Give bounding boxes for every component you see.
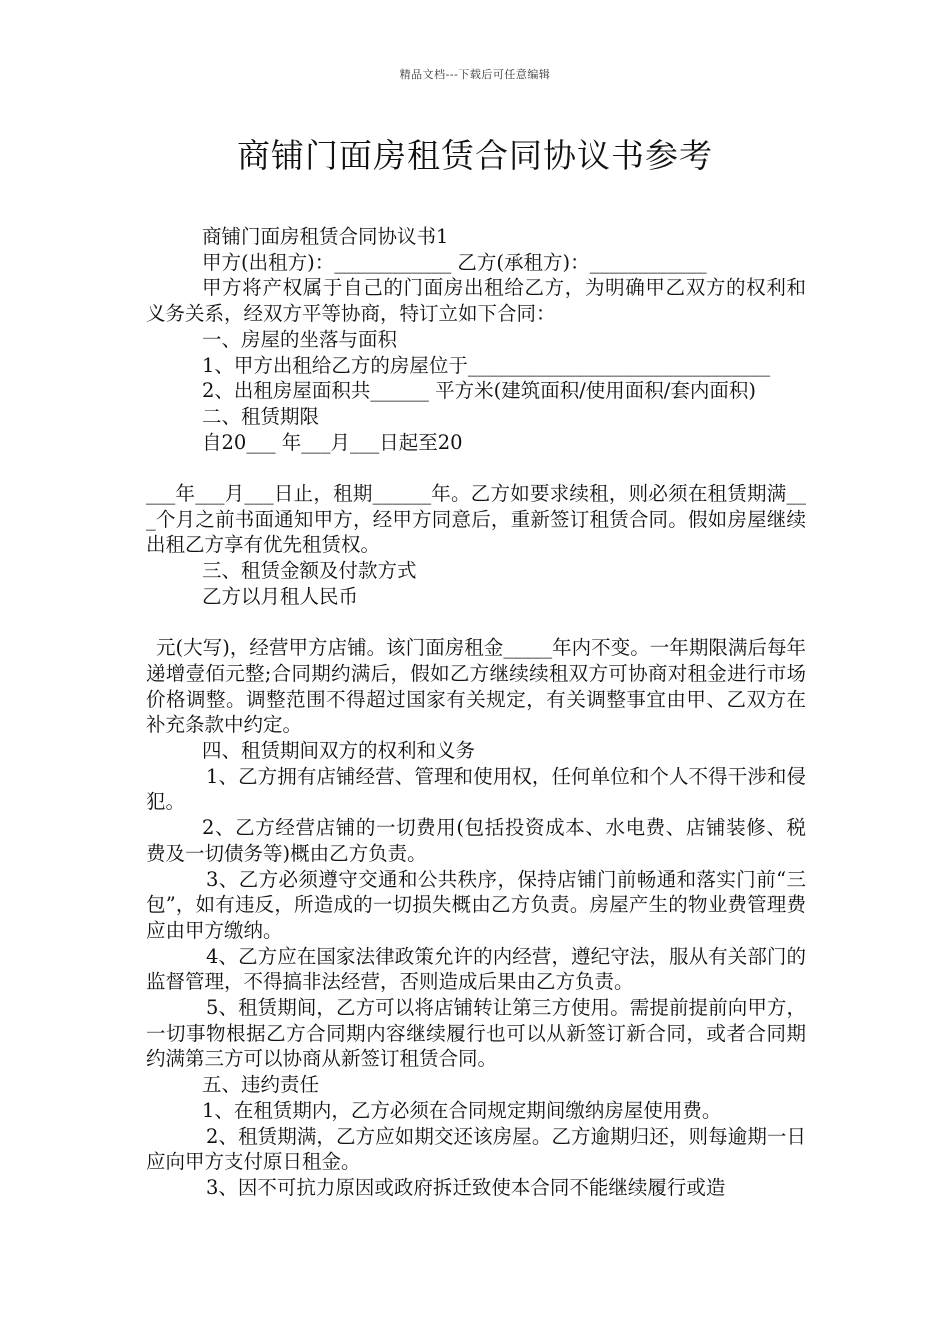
blank-line bbox=[146, 455, 806, 481]
blank-line bbox=[146, 610, 806, 636]
clause-5-2: 2、租赁期满，乙方应如期交还该房屋。乙方逾期归还，则每逾期一日应向甲方支付原日租金。 bbox=[146, 1124, 806, 1174]
section-heading-3: 三、租赁金额及付款方式 bbox=[202, 559, 417, 583]
rent-paragraph: 元(大写)，经营甲方店铺。该门面房租金_____年内不变。一年期限满后每年递增壹佰元整;合同期约满后，假如乙方继续续租双方可协商对租金进行市场价格调整。调整范围不得超过国家有关规定，有关调整事宜由甲、乙双方在补充条款中约定。 bbox=[146, 636, 806, 737]
section-heading-1: 一、房屋的坐落与面积 bbox=[202, 327, 398, 351]
section-heading-5: 五、违约责任 bbox=[202, 1073, 320, 1097]
section-heading-4: 四、租赁期间双方的权利和义务 bbox=[202, 739, 476, 763]
rent-line: 乙方以月租人民币 bbox=[202, 584, 359, 608]
clause-5-3: 3、因不可抗力原因或政府拆迁致使本合同不能继续履行或造 bbox=[206, 1175, 726, 1199]
clause-1-2: 2、出租房屋面积共______ 平方米(建筑面积/使用面积/套内面积) bbox=[202, 379, 756, 403]
clause-1-1: 1、甲方出租给乙方的房屋位于_______________________________ bbox=[202, 353, 771, 377]
contract-subtitle: 商铺门面房租赁合同协议书1 bbox=[202, 225, 449, 248]
clause-4-2: 2、乙方经营店铺的一切费用(包括投资成本、水电费、店铺装修、税费及一切债务等)概由乙方负责。 bbox=[146, 816, 806, 865]
section-heading-2: 二、租赁期限 bbox=[202, 404, 320, 428]
clause-4-5: 5、租赁期间，乙方可以将店铺转让第三方使用。需提前提前向甲方，一切事物根据乙方合同期内容继续履行也可以从新签订新合同，或者合同期约满第三方可以协商从新签订租赁合同。 bbox=[146, 996, 806, 1071]
document-body bbox=[146, 224, 806, 1201]
term-start-line: 自20___ 年___月___日起至20 bbox=[202, 430, 463, 454]
clause-4-3: 3、乙方必须遵守交通和公共秩序，保持店铺门前畅通和落实门前“三包”，如有违反，所造成的一切损失概由乙方负责。房屋产生的物业费管理费应由甲方缴纳。 bbox=[146, 867, 806, 942]
clause-5-1: 1、在租赁期内，乙方必须在合同规定期间缴纳房屋使用费。 bbox=[202, 1098, 722, 1122]
parties-line: 甲方(出租方)：____________ 乙方(承租方)：____________ bbox=[202, 250, 707, 274]
header-note: 精品文档---下载后可任意编辑 bbox=[399, 68, 551, 81]
clause-4-4: 4、乙方应在国家法律政策允许的内经营，遵纪守法，服从有关部门的监督管理，不得搞非法经营，否则造成后果由乙方负责。 bbox=[146, 944, 806, 994]
preamble-paragraph: 甲方将产权属于自己的门面房出租给乙方，为明确甲乙双方的权利和义务关系，经双方平等协商，特订立如下合同： bbox=[146, 276, 806, 326]
document-title: 商铺门面房租赁合同协议书参考 bbox=[237, 136, 713, 175]
clause-4-1: 1、乙方拥有店铺经营、管理和使用权，任何单位和个人不得干涉和侵犯。 bbox=[146, 764, 806, 814]
term-paragraph: ___年___月___日止，租期______年。乙方如要求续租，则必须在租赁期满___个月之前书面通知甲方，经甲方同意后，重新签订租赁合同。假如房屋继续出租乙方享有优先租赁权。 bbox=[146, 482, 806, 557]
